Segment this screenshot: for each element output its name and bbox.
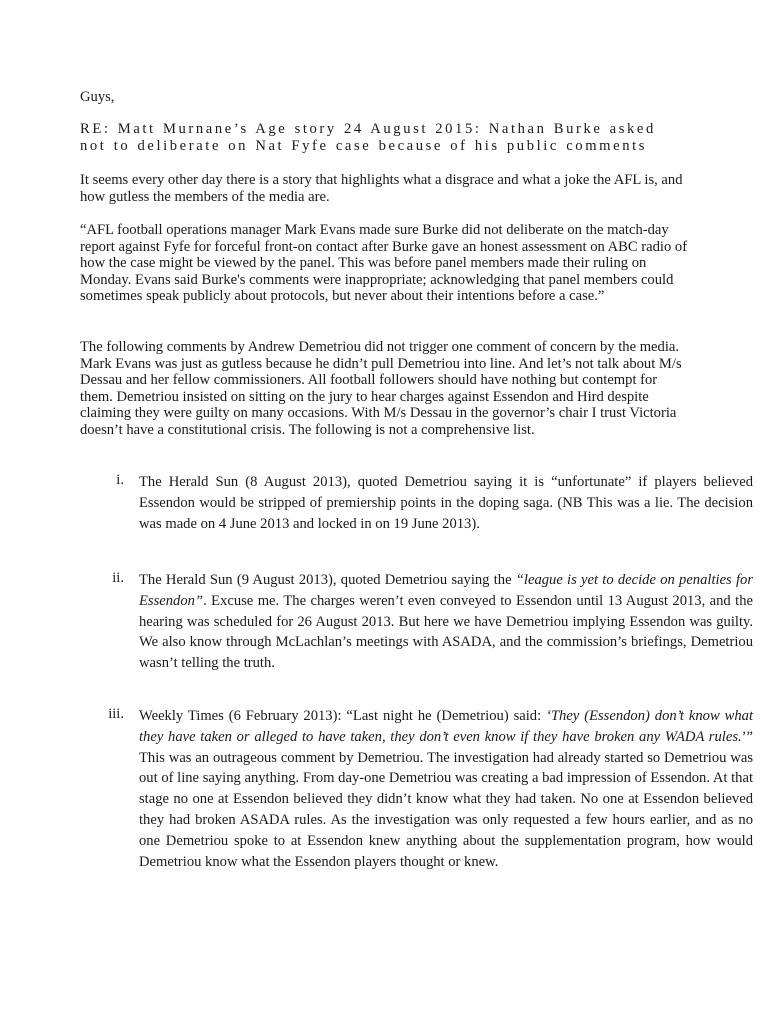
list-numeral: i. (116, 472, 124, 488)
subject-line: RE: Matt Murnane’s Age story 24 August 2015: Nathan Burke asked not to deliberate on Nat Fyfe case because of his public comments (80, 121, 656, 154)
list-numeral: iii. (108, 706, 124, 722)
list-item-text: The Herald Sun (9 August 2013), quoted Demetriou saying the “league is yet to decide on penalties for Essendon”. Excuse me. The charges weren’t even conveyed to Essendon until 13 August 2013, and the hearing was scheduled for 26 August 2013. But here we have Demetriou implying Essendon was guilty. We also know through McLachlan’s meetings with ASADA, and the commission’s briefings, Demetriou wasn’t telling the truth. (139, 572, 753, 672)
paragraph-quote: “AFL football operations manager Mark Evans made sure Burke did not deliberate on the match-day report against Fyfe for forceful front-on contact after Burke gave an honest assessment on ABC radio of how the case might be viewed by the panel. This was before panel members made their ruling on Monday. Evans said Burke's comments were inappropriate; acknowledging that panel members could sometimes speak publicly about protocols, but never about their intentions before a case.” (80, 222, 688, 305)
paragraph-intro: It seems every other day there is a story that highlights what a disgrace and what a joke the AFL is, and how gutless the members of the media are. (80, 172, 683, 205)
list-item-text: Weekly Times (6 February 2013): “Last night he (Demetriou) said: ‘They (Essendon) don’t know what they have taken or alleged to have taken, they don’t even know if they have broken any WADA rules.’” This was an outrageous comment by Demetriou. The investigation had already started so Demetriou was out of line saying anything. From day-one Demetriou was creating a bad impression of Essendon. At that stage no one at Essendon believed they didn’t know what they had taken. No one at Essendon believed they had broken ASADA rules. As the investigation was only requested a few hours earlier, and as no one Demetriou spoke to at Essendon knew anything about the supplementation program, how would Demetriou know what the Essendon players thought or knew. (139, 708, 753, 870)
salutation: Guys, (80, 89, 115, 105)
list-numeral: ii. (112, 570, 124, 586)
paragraph-comments: The following comments by Andrew Demetriou did not trigger one comment of concern by the media. Mark Evans was just as gutless because he didn’t pull Demetriou into line. And let’s not talk about M/s Dessau and her fellow commissioners. All football followers should have nothing but contempt for them. Demetriou insisted on sitting on the jury to hear charges against Essendon and Hird despite claiming they were guilty on many occasions. With M/s Dessau in the governor’s chair I trust Victoria doesn’t have a constitutional crisis. The following is not a comprehensive list. (80, 339, 682, 438)
list-item-text: The Herald Sun (8 August 2013), quoted Demetriou saying it is “unfortunate” if players believed Essendon would be stripped of premiership points in the doping saga. (NB This was a lie. The decision was made on 4 June 2013 and locked in on 19 June 2013). (139, 474, 753, 532)
